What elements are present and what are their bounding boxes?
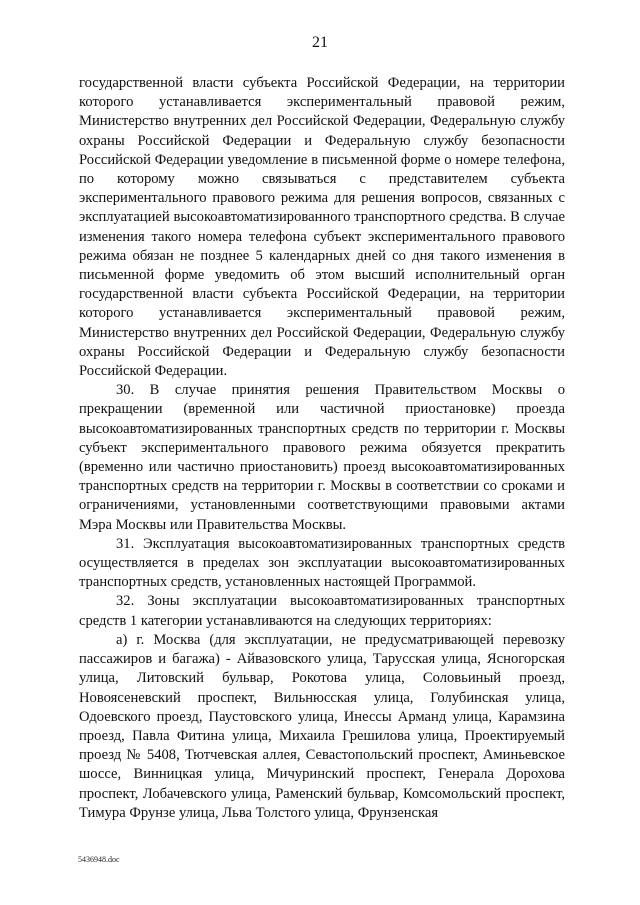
paragraph-30: 30. В случае принятия решения Правительством Москвы о прекращении (временной или частичной приостановке) проезда высокоавтоматизированных транспортных средств по территории г. Москвы субъект экспериментального правового режима обязуется прекратить (временно или частично приостановить) проезд высокоавтоматизированных транспортных средств на территории г. Москвы в соответствии со сроками и ограничениями, установленными соответствующими правовыми актами Мэра Москвы или Правительства Москвы. [79, 382, 565, 533]
document-body [79, 74, 565, 823]
paragraph-32: 32. Зоны эксплуатации высокоавтоматизированных транспортных средств 1 категории устанавливаются на следующих территориях: [79, 593, 565, 629]
paragraph-continuation: государственной власти субъекта Российской Федерации, на территории которого устанавливается экспериментальный правовой режим, Министерство внутренних дел Российской Федерации, Федеральную службу охраны Российской Федерации и Федеральную службу безопасности Российской Федерации уведомление в письменной форме о номере телефона, по которому можно связываться с представителем субъекта экспериментального правового режима для решения вопросов, связанных с эксплуатацией высокоавтоматизированного транспортного средства. В случае изменения такого номера телефона субъект экспериментального правового режима обязан не позднее 5 календарных дней со дня такого изменения в письменной форме уведомить об этом высший исполнительный орган государственной власти субъекта Российской Федерации, на территории которого устанавливается экспериментальный правовой режим, Министерство внутренних дел Российской Федерации, Федеральную службу охраны Российской Федерации и Федеральную службу безопасности Российской Федерации. [79, 75, 565, 380]
paragraph-31: 31. Эксплуатация высокоавтоматизированных транспортных средств осуществляется в пределах зон эксплуатации высокоавтоматизированных транспортных средств, установленных настоящей Программой. [79, 535, 565, 591]
footer-filename: 5436948.doc [78, 855, 120, 864]
paragraph-32a: а) г. Москва (для эксплуатации, не предусматривающей перевозку пассажиров и багажа) - Айвазовского улица, Тарусская улица, Ясногорская улица, Литовский бульвар, Рокотова улица, Соловьиный проезд, Новоясеневский проспект, Вильнюсская улица, Голубинская улица, Одоевского проезд, Паустовского улица, Инессы Арманд улица, Карамзина проезд, Павла Фитина улица, Михаила Грешилова улица, Проектируемый проезд № 5408, Тютчевская аллея, Севастопольский проспект, Аминьевское шоссе, Винницкая улица, Мичуринский проспект, Генерала Дорохова проспект, Лобачевского улица, Раменский бульвар, Комсомольский проспект, Тимура Фрунзе улица, Льва Толстого улица, Фрунзенская [79, 631, 565, 821]
page-number: 21 [312, 34, 328, 51]
